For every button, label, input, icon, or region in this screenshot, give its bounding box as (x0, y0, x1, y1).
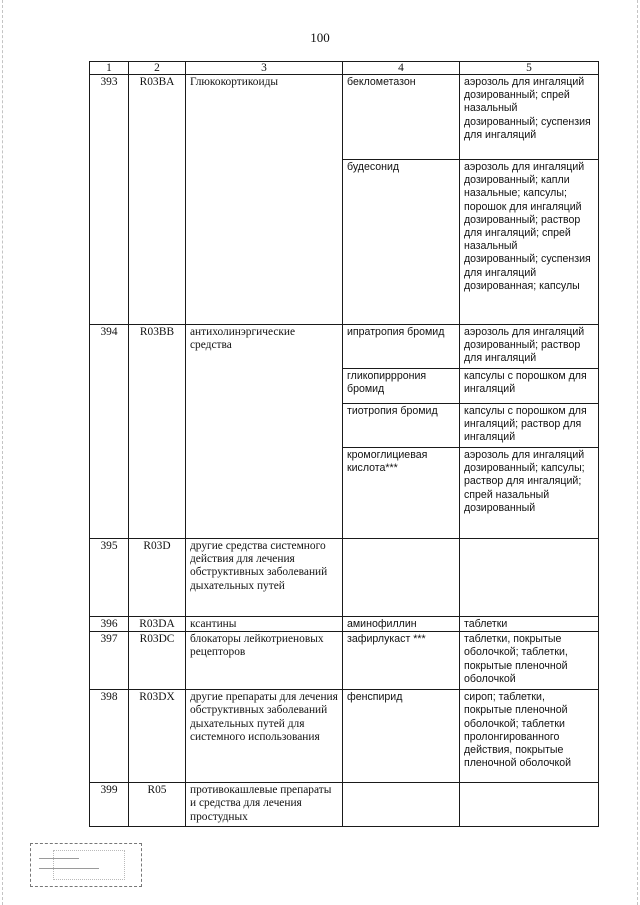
dosage-form: сироп; таблетки, покрытые пленочной оболочкой; таблетки пролонгированного действия, покрытые пленочной оболочкой (460, 690, 599, 783)
substance-name: аминофиллин (343, 617, 460, 632)
dosage-form: аэрозоль для ингаляций дозированный; раствор для ингаляций (460, 325, 599, 369)
column-header: 3 (186, 62, 343, 75)
row-number: 394 (90, 325, 129, 539)
dosage-form (460, 539, 599, 617)
dosage-form: капсулы с порошком для ингаляций; раствор для ингаляций (460, 404, 599, 448)
table-row (90, 75, 599, 160)
group-name: другие препараты для лечения обструктивных заболеваний дыхательных путей для системного использования (186, 690, 343, 783)
group-name: другие средства системного действия для лечения обструктивных заболеваний дыхательных путей (186, 539, 343, 617)
dosage-form: таблетки (460, 617, 599, 632)
substance-name: фенспирид (343, 690, 460, 783)
substance-name: будесонид (343, 160, 460, 325)
row-number: 395 (90, 539, 129, 617)
substance-name (343, 783, 460, 827)
atc-code: R03DA (129, 617, 186, 632)
substance-name: кромоглициевая кислота*** (343, 448, 460, 539)
atc-code: R03BB (129, 325, 186, 539)
table-row (90, 617, 599, 632)
scan-edge-right (637, 0, 638, 905)
dosage-form: аэрозоль для ингаляций дозированный; капсулы; раствор для ингаляций; спрей назальный дозированный (460, 448, 599, 539)
substance-name: ипратропия бромид (343, 325, 460, 369)
table-row (90, 632, 599, 690)
drug-table (89, 61, 599, 827)
page-number: 100 (310, 30, 330, 45)
row-number: 393 (90, 75, 129, 325)
atc-code: R05 (129, 783, 186, 827)
row-number: 397 (90, 632, 129, 690)
table-header-row (90, 62, 599, 75)
group-name: ксантины (186, 617, 343, 632)
atc-code: R03DC (129, 632, 186, 690)
substance-name: беклометазон (343, 75, 460, 160)
dosage-form: таблетки, покрытые оболочкой; таблетки, покрытые пленочной оболочкой (460, 632, 599, 690)
column-header: 5 (460, 62, 599, 75)
dosage-form: аэрозоль для ингаляций дозированный; спрей назальный дозированный; суспензия для ингаляций (460, 75, 599, 160)
dosage-form: капсулы с порошком для ингаляций (460, 369, 599, 404)
group-name: блокаторы лейкотриеновых рецепторов (186, 632, 343, 690)
stamp-line (39, 868, 99, 869)
atc-code: R03BA (129, 75, 186, 325)
group-name: Глюкокортикоиды (186, 75, 343, 325)
substance-name: тиотропия бромид (343, 404, 460, 448)
group-name: противокашлевые препараты и средства для лечения простудных (186, 783, 343, 827)
table-row (90, 539, 599, 617)
substance-name: зафирлукаст *** (343, 632, 460, 690)
row-number: 399 (90, 783, 129, 827)
row-number: 396 (90, 617, 129, 632)
stamp-mark (30, 843, 142, 887)
dosage-form: аэрозоль для ингаляций дозированный; капли назальные; капсулы; порошок для ингаляций дозированный; раствор для ингаляций; спрей назальный дозированный; суспензия для ингаляций дозированная; капсулы (460, 160, 599, 325)
table-row (90, 783, 599, 827)
column-header: 4 (343, 62, 460, 75)
stamp-line (39, 858, 79, 859)
table-row (90, 690, 599, 783)
table-row (90, 325, 599, 369)
atc-code: R03DX (129, 690, 186, 783)
dosage-form (460, 783, 599, 827)
scan-edge-left (2, 0, 3, 905)
group-name: антихолинэргические средства (186, 325, 343, 539)
row-number: 398 (90, 690, 129, 783)
substance-name: гликопирррония бромид (343, 369, 460, 404)
atc-code: R03D (129, 539, 186, 617)
column-header: 2 (129, 62, 186, 75)
stamp-inner-frame (53, 850, 125, 880)
column-header: 1 (90, 62, 129, 75)
substance-name (343, 539, 460, 617)
